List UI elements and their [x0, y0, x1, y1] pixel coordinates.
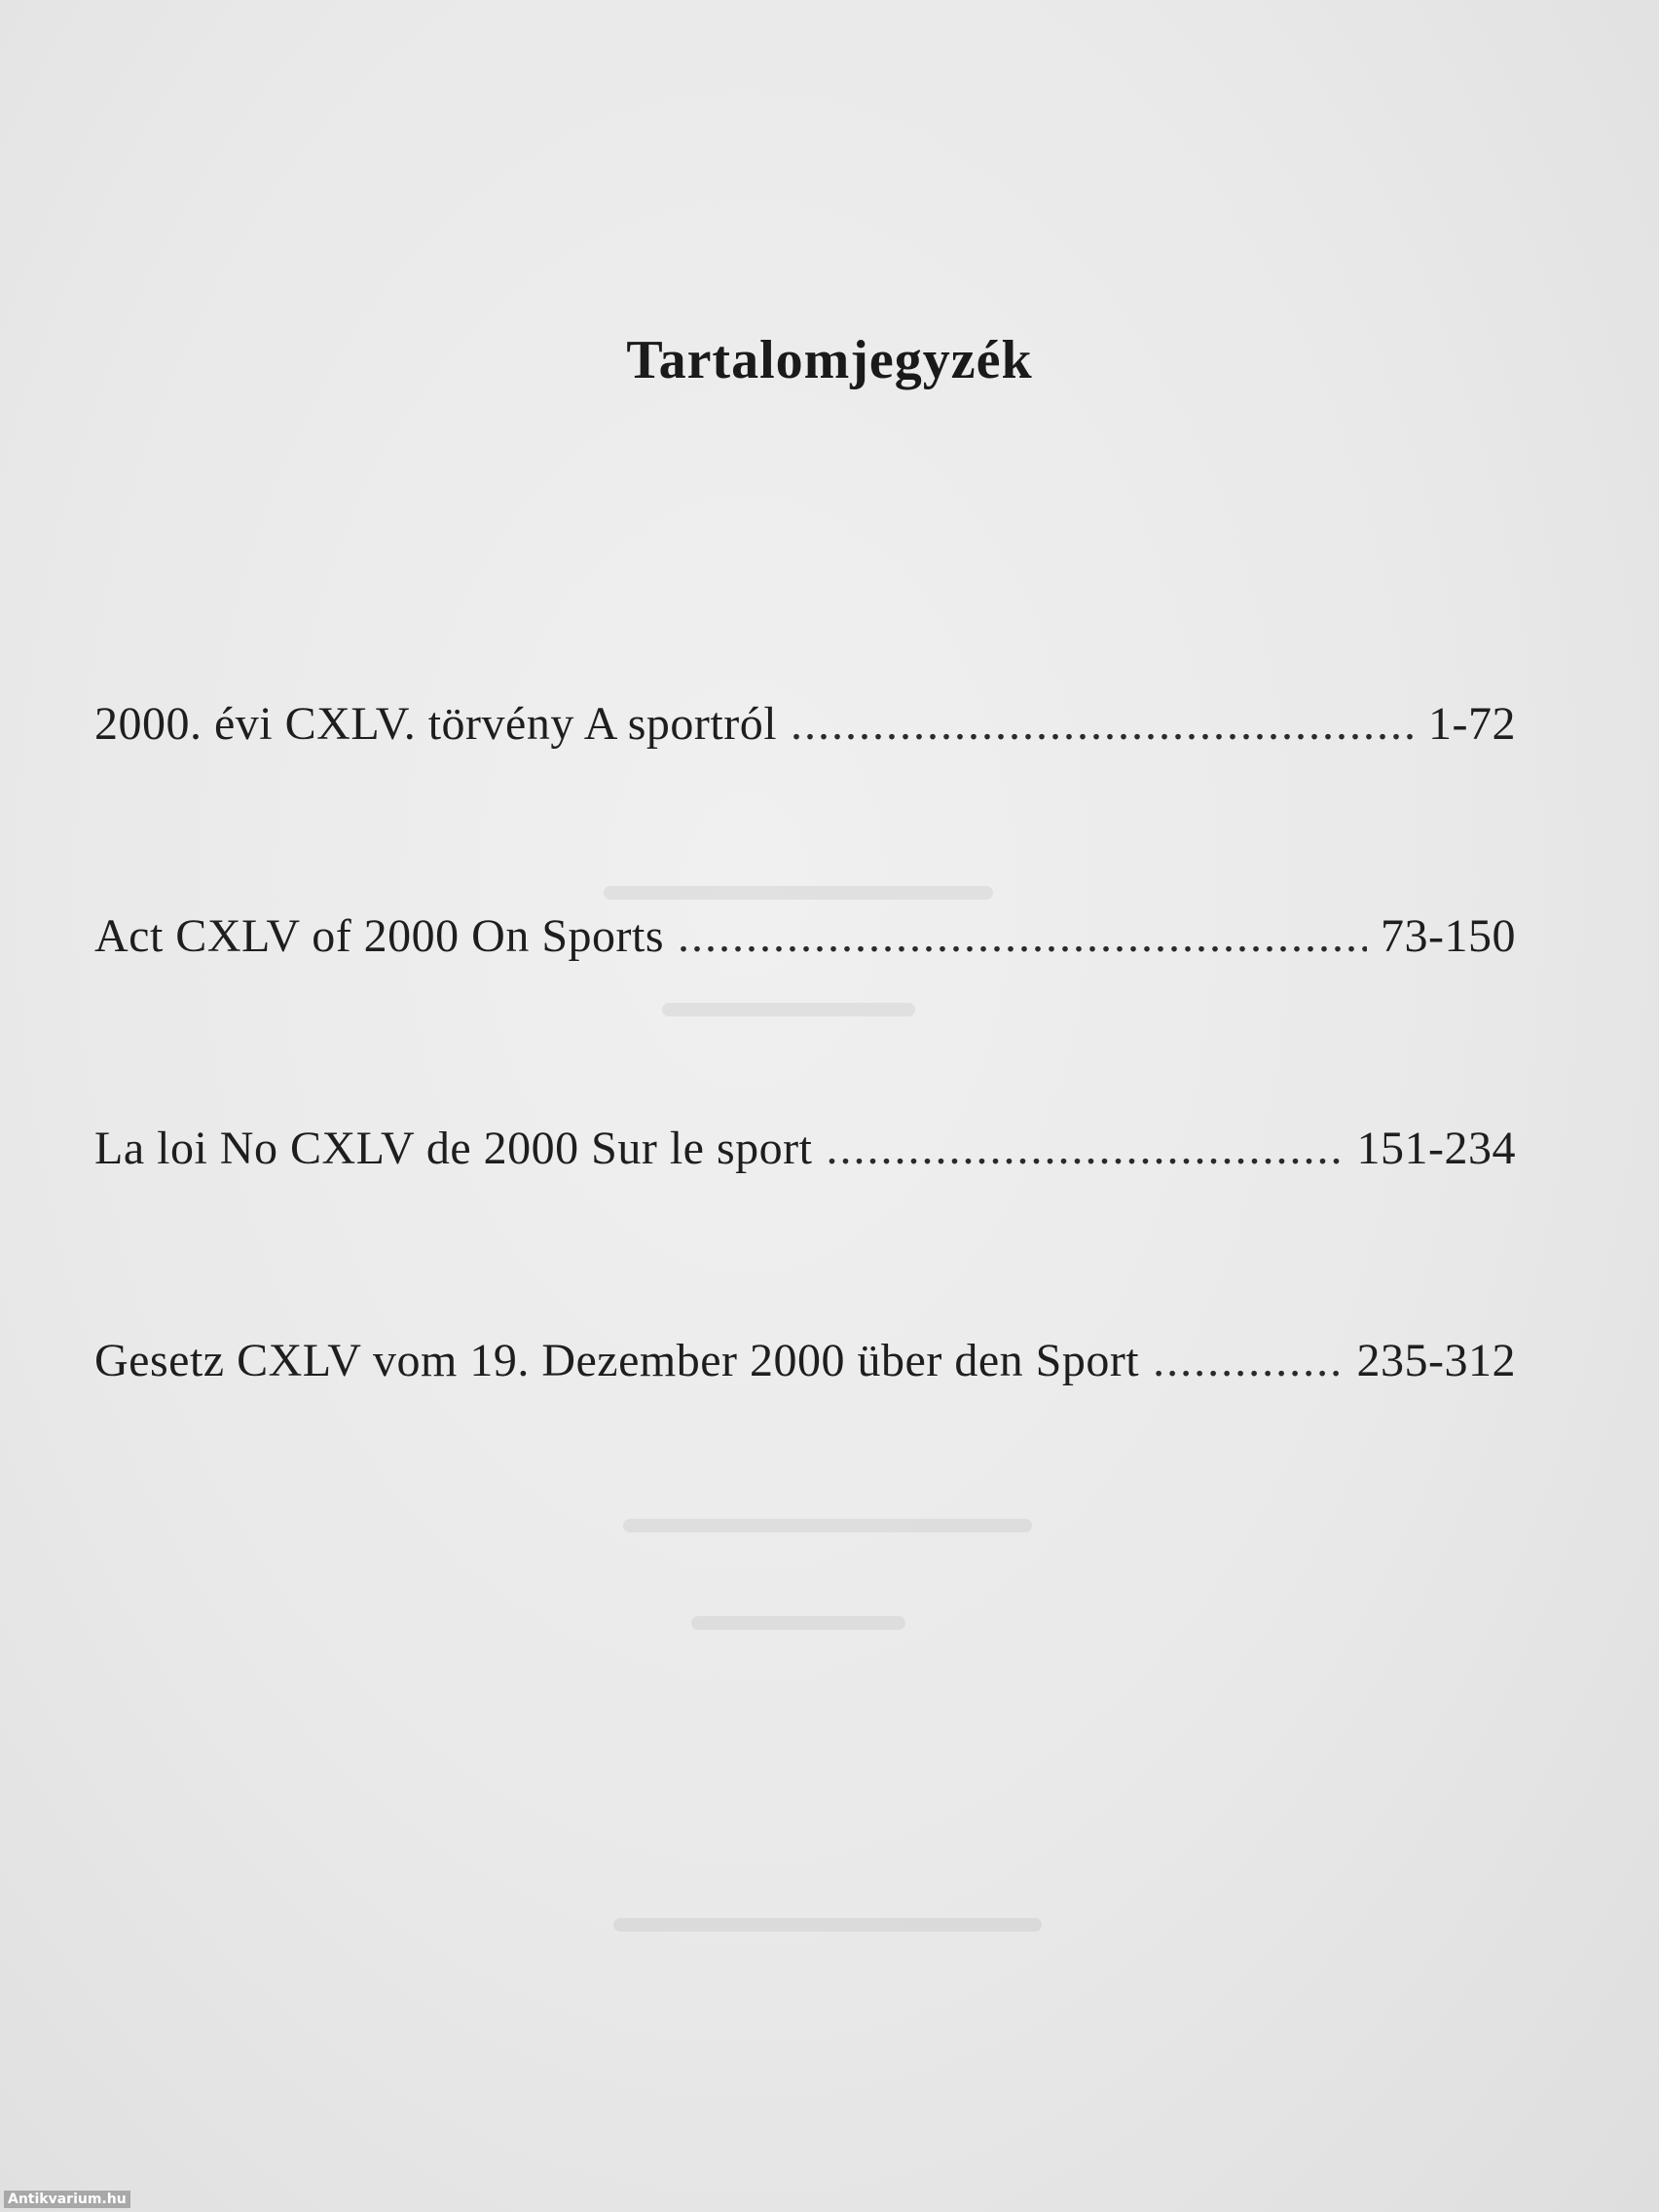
toc-entry-pages: 73-150: [1381, 910, 1516, 962]
watermark: Antikvarium.hu: [4, 2191, 130, 2208]
toc-dot-leader: [826, 1122, 1343, 1175]
toc-entry-title: Act CXLV of 2000 On Sports: [94, 910, 665, 962]
toc-entry-pages: 235-312: [1356, 1335, 1516, 1386]
toc-dot-leader: [791, 697, 1415, 751]
toc-entry: [94, 1334, 1516, 1546]
toc-dot-leader: [678, 909, 1367, 963]
toc-entry-title: La loi No CXLV de 2000 Sur le sport: [94, 1123, 813, 1174]
toc-entry: [94, 697, 1516, 909]
toc-entry: [94, 1122, 1516, 1334]
toc-entry-title: Gesetz CXLV vom 19. Dezember 2000 über den Sport: [94, 1335, 1140, 1386]
page-title: Tartalomjegyzék: [626, 329, 1033, 390]
toc-entry-title: 2000. évi CXLV. törvény A sportról: [94, 698, 778, 750]
table-of-contents: [94, 697, 1516, 1546]
toc-entry: [94, 909, 1516, 1122]
toc-entry-pages: 151-234: [1356, 1123, 1516, 1174]
toc-dot-leader: [1153, 1334, 1343, 1387]
toc-entry-pages: 1-72: [1428, 698, 1516, 750]
